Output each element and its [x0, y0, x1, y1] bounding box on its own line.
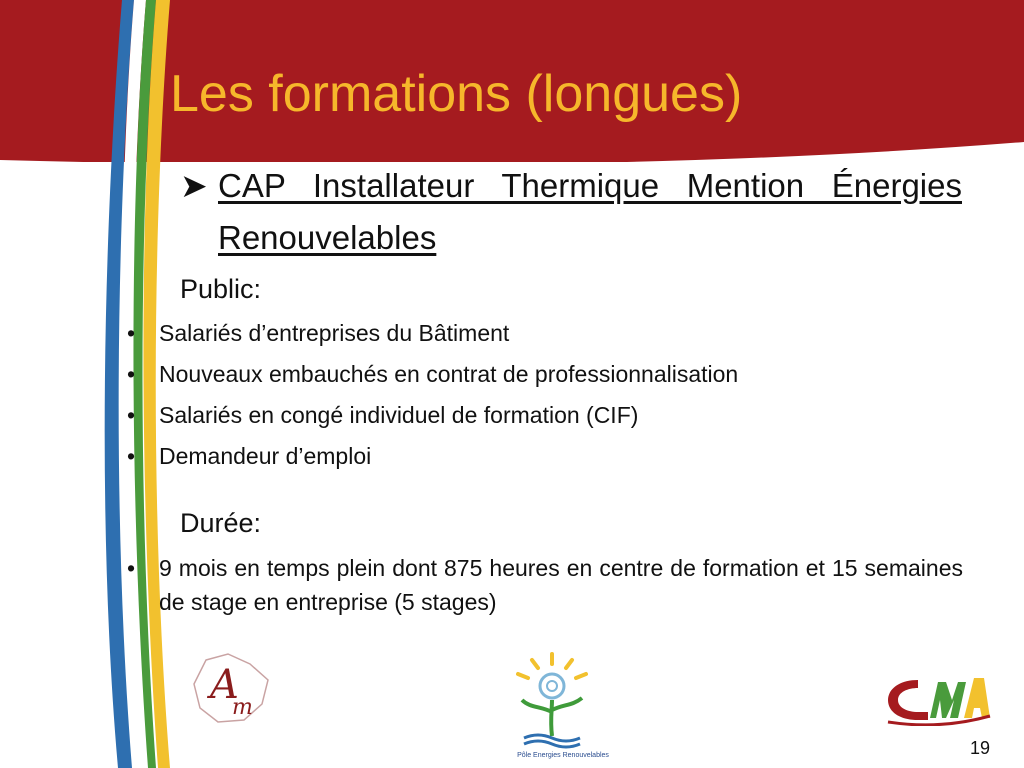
- cma-logo-icon: [884, 670, 994, 726]
- list-item: • Demandeur d’emploi: [127, 436, 963, 477]
- duration-label: Durée:: [180, 508, 262, 538]
- list-item: • Nouveaux embauchés en contrat de professionnalisation: [127, 354, 963, 395]
- list-item: • Salariés en congé individuel de formation (CIF): [127, 395, 963, 436]
- arrow-bullet-icon: ➤: [180, 167, 208, 204]
- public-label: Public:: [180, 274, 262, 304]
- pole-energies-logo-icon: [508, 650, 596, 750]
- public-list: [127, 313, 963, 477]
- pole-logo-caption: Pôle Energies Renouvelables: [517, 752, 609, 759]
- svg-text:A: A: [210, 662, 239, 708]
- course-heading-text: CAP Installateur Thermique Mention Énergies Renouvelables: [218, 167, 962, 256]
- list-item: • 9 mois en temps plein dont 875 heures en centre de formation et 15 semaines de stage en entreprise (5 stages): [127, 551, 963, 619]
- list-item: • Salariés d’entreprises du Bâtiment: [127, 313, 963, 354]
- svg-text:m: m: [232, 695, 253, 720]
- duration-list: [127, 551, 963, 619]
- slide-title: Les formations (longues): [170, 65, 743, 123]
- course-heading: [180, 160, 962, 264]
- page-number: 19: [969, 738, 990, 758]
- am-logo-icon: [188, 650, 274, 728]
